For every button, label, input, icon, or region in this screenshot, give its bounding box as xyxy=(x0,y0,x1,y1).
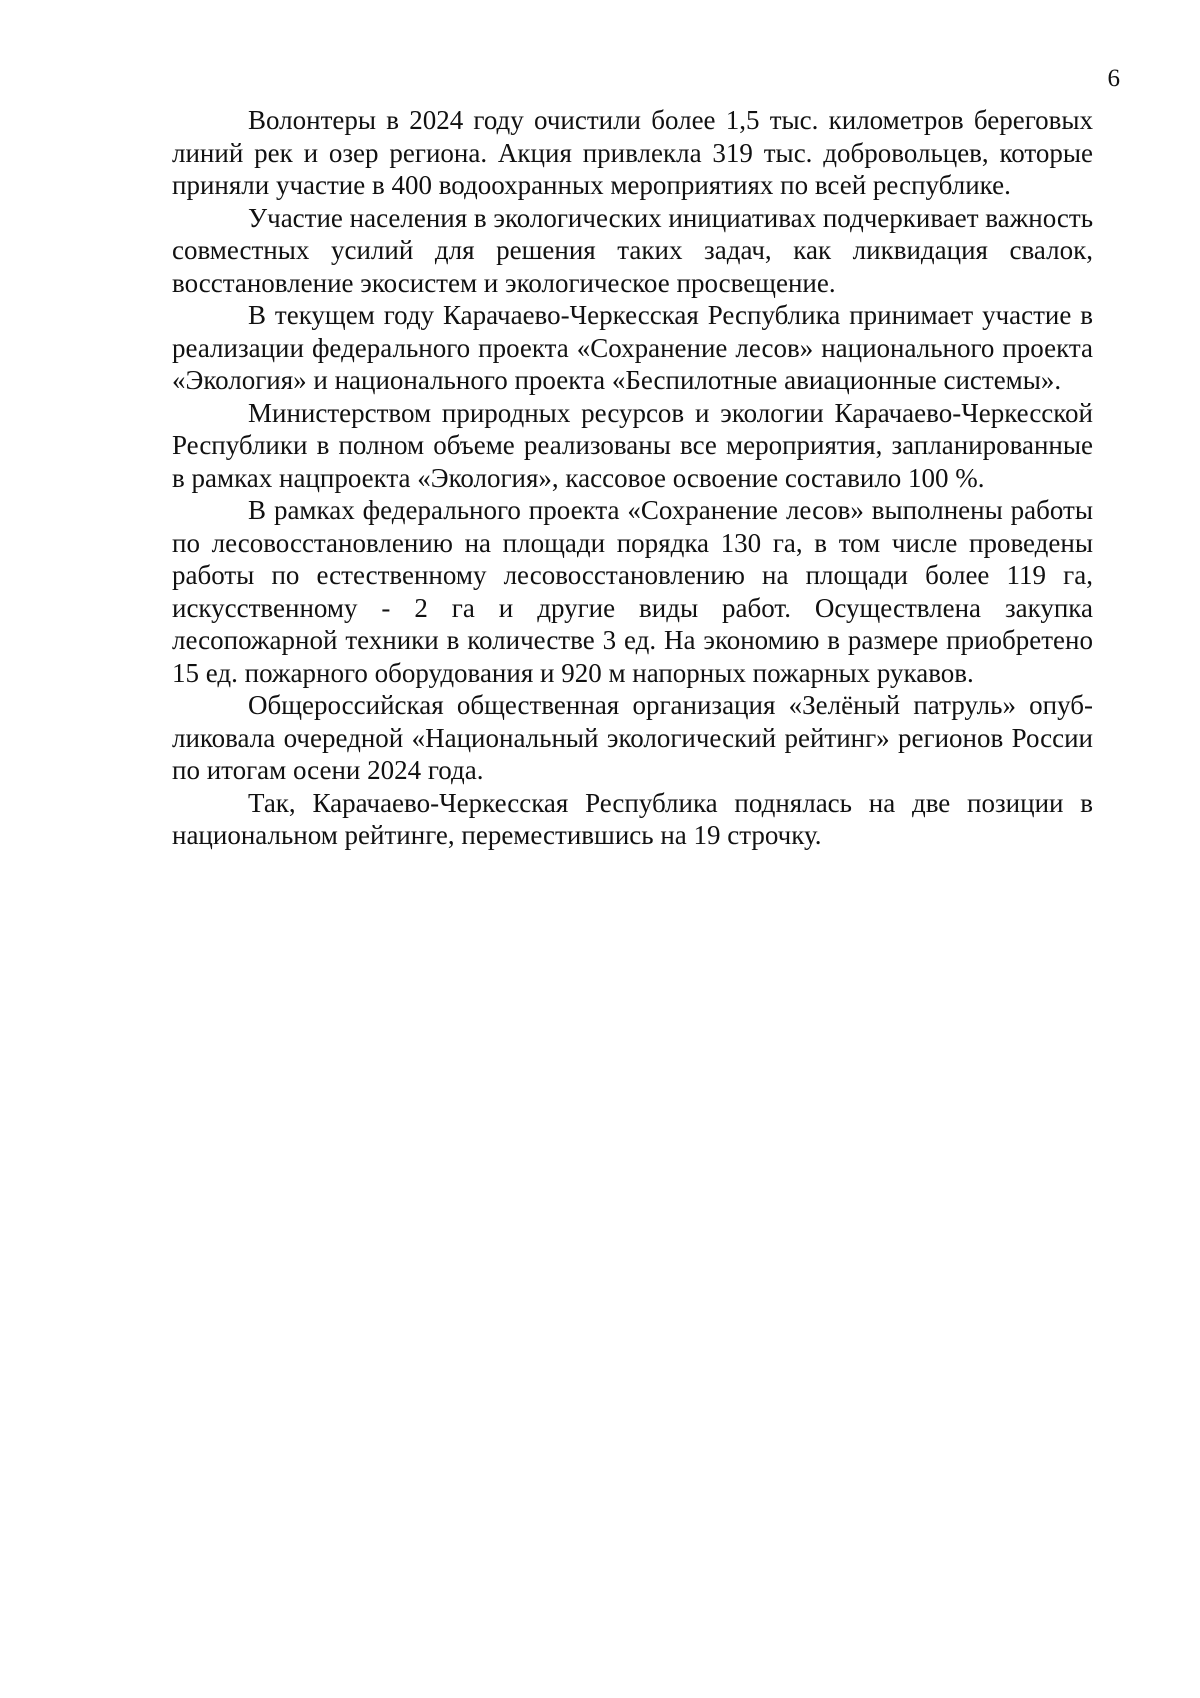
paragraph-ministry-results: Министерством природных ресурсов и экологии Карачаево-Черкесской Республики в полном объеме реализованы все мероприятия, запланированные в рамках нацпроекта «Экология», кассовое освоение составило 100 %. xyxy=(172,397,1093,493)
document-body xyxy=(172,104,1093,852)
paragraph-forest-restoration: В рамках федерального проекта «Сохранение лесов» выполнены работы по лесовосстановлению на площади порядка 130 га, в том числе проведены работы по естественному лесовосстановлению на площади более 119 га, искусственному - 2 га и другие виды работ. Осуществлена закупка лесопожарной техники в количестве 3 ед. На экономию в размере приобретено 15 ед. пожарного оборудования и 920 м напорных пожарных рукавов. xyxy=(172,495,1093,688)
paragraph-public-participation: Участие населения в экологических инициативах подчеркивает важность совместных усилий для решения таких задач, как ликвидация свалок, восстановление экосистем и экологическое просвещение. xyxy=(172,202,1094,298)
paragraph-green-patrol: Общероссийская общественная организация «Зелёный патруль» опубликовала очередной «Национальный экологический рейтинг» регионов России по итогам осени 2024 года. xyxy=(172,690,1093,785)
paragraph-national-projects: В текущем году Карачаево-Черкесская Республика принимает участие в реализации федерального проекта «Сохранение лесов» национального проекта «Экология» и национального проекта «Беспилотные авиационные системы». xyxy=(172,300,1093,395)
page-number: 6 xyxy=(1107,65,1120,92)
paragraph-volunteers: Волонтеры в 2024 году очистили более 1,5 тыс. километров береговых линий рек и озер региона. Акция привлекла 319 тыс. добровольцев, которые приняли участие в 400 водоохранных мероприятиях по всей республике. xyxy=(172,105,1093,200)
paragraph-rating-position: Так, Карачаево-Черкесская Республика поднялась на две позиции в национальном рейтинге, переместившись на 19 строчку. xyxy=(172,787,1093,850)
